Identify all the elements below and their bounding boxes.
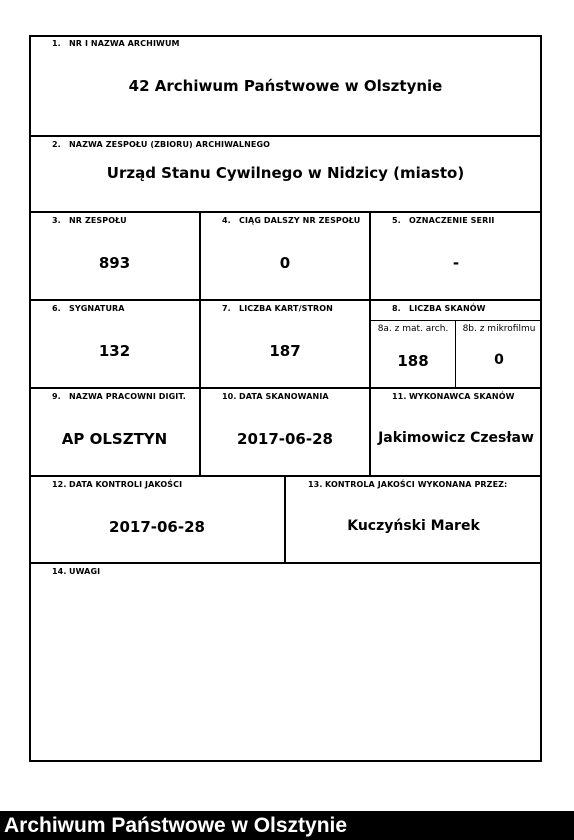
fonds-name-label [52,140,270,149]
archive-label-text: NR I NAZWA ARCHIWUM [69,39,180,48]
signature-label-text: SYGNATURA [69,304,125,313]
footer-banner [0,811,574,840]
fonds-number-label [52,216,127,225]
studio-value: AP OLSZTYN [61,430,168,448]
scan-microfilm-label: 8b. z mikrofilmu [462,324,536,334]
continued-number-label-number: 4. [222,216,231,225]
qc-by-label-text: KONTROLA JAKOŚCI WYKONANA PRZEZ: [325,480,508,489]
signature-value: 132 [98,342,131,360]
scanner-field [370,388,542,476]
qc-by-value: Kuczyński Marek [347,518,480,534]
scan-date-field [200,388,370,476]
remarks-label-number: 14. [52,567,67,576]
signature-field [29,300,200,388]
scan-count-label-number: 8. [392,304,401,313]
qc-date-label-number: 12. [52,480,67,489]
fonds-number-label-number: 3. [52,216,61,225]
qc-date-value: 2017-06-28 [109,518,205,536]
scan-count-field [370,300,542,388]
signature-label [52,304,125,313]
qc-by-field [285,476,542,563]
fonds-number-value: 893 [98,254,131,272]
scan-date-label-number: 10. [222,392,237,401]
archive-field [29,35,542,136]
qc-by-label-number: 13. [308,480,323,489]
scanner-label-text: WYKONAWCA SKANÓW [409,392,515,401]
scanner-label [392,392,515,401]
form-border-bottom [29,760,542,762]
fonds-name-label-number: 2. [52,140,61,149]
archive-label [52,39,180,48]
series-mark-label [392,216,495,225]
archive-label-number: 1. [52,39,61,48]
scan-date-value: 2017-06-28 [237,430,333,448]
series-mark-label-number: 5. [392,216,401,225]
series-mark-label-text: OZNACZENIE SERII [409,216,495,225]
fonds-name-label-text: NAZWA ZESPOŁU (ZBIORU) ARCHIWALNEGO [69,140,271,149]
qc-date-label-text: DATA KONTROLI JAKOŚCI [69,480,183,489]
remarks-label-text: UWAGI [69,567,101,576]
studio-label [52,392,186,401]
qc-date-label [52,480,182,489]
fonds-number-label-text: NR ZESPOŁU [69,216,127,225]
scan-microfilm-value: 0 [494,352,504,368]
qc-by-label [308,480,507,489]
archive-value: 42 Archiwum Państwowe w Olsztynie [128,77,443,95]
scanner-label-number: 11. [392,392,407,401]
continued-number-label [222,216,360,225]
continued-number-field [200,212,370,300]
fonds-number-field [29,212,200,300]
studio-label-text: NAZWA PRACOWNI DIGIT. [69,392,186,401]
continued-number-label-text: CIĄG DALSZY NR ZESPOŁU [239,216,361,225]
fonds-name-value: Urząd Stanu Cywilnego w Nidzicy (miasto) [106,164,465,182]
studio-label-number: 9. [52,392,61,401]
page-count-label [222,304,333,313]
signature-label-number: 6. [52,304,61,313]
scanner-value: Jakimowicz Czesław [378,430,534,446]
page-count-label-text: LICZBA KART/STRON [239,304,333,313]
scan-archive-value: 188 [397,352,429,370]
remarks-field [29,563,542,760]
footer-text: Archiwum Państwowe w Olsztynie [4,814,348,837]
series-mark-field [370,212,542,300]
studio-field [29,388,200,476]
qc-date-field [29,476,285,563]
series-mark-value: - [452,254,460,272]
scan-count-label [392,304,486,313]
page-count-label-number: 7. [222,304,231,313]
remarks-label [52,567,100,576]
scan-archive-label: 8a. z mat. arch. [377,324,449,334]
continued-number-value: 0 [279,254,291,272]
scan-date-label [222,392,329,401]
metadata-form [29,35,542,762]
page-count-field [200,300,370,388]
scan-count-label-text: LICZBA SKANÓW [409,304,486,313]
scan-date-label-text: DATA SKANOWANIA [239,392,329,401]
page-count-value: 187 [269,342,301,360]
fonds-name-field [29,136,542,212]
